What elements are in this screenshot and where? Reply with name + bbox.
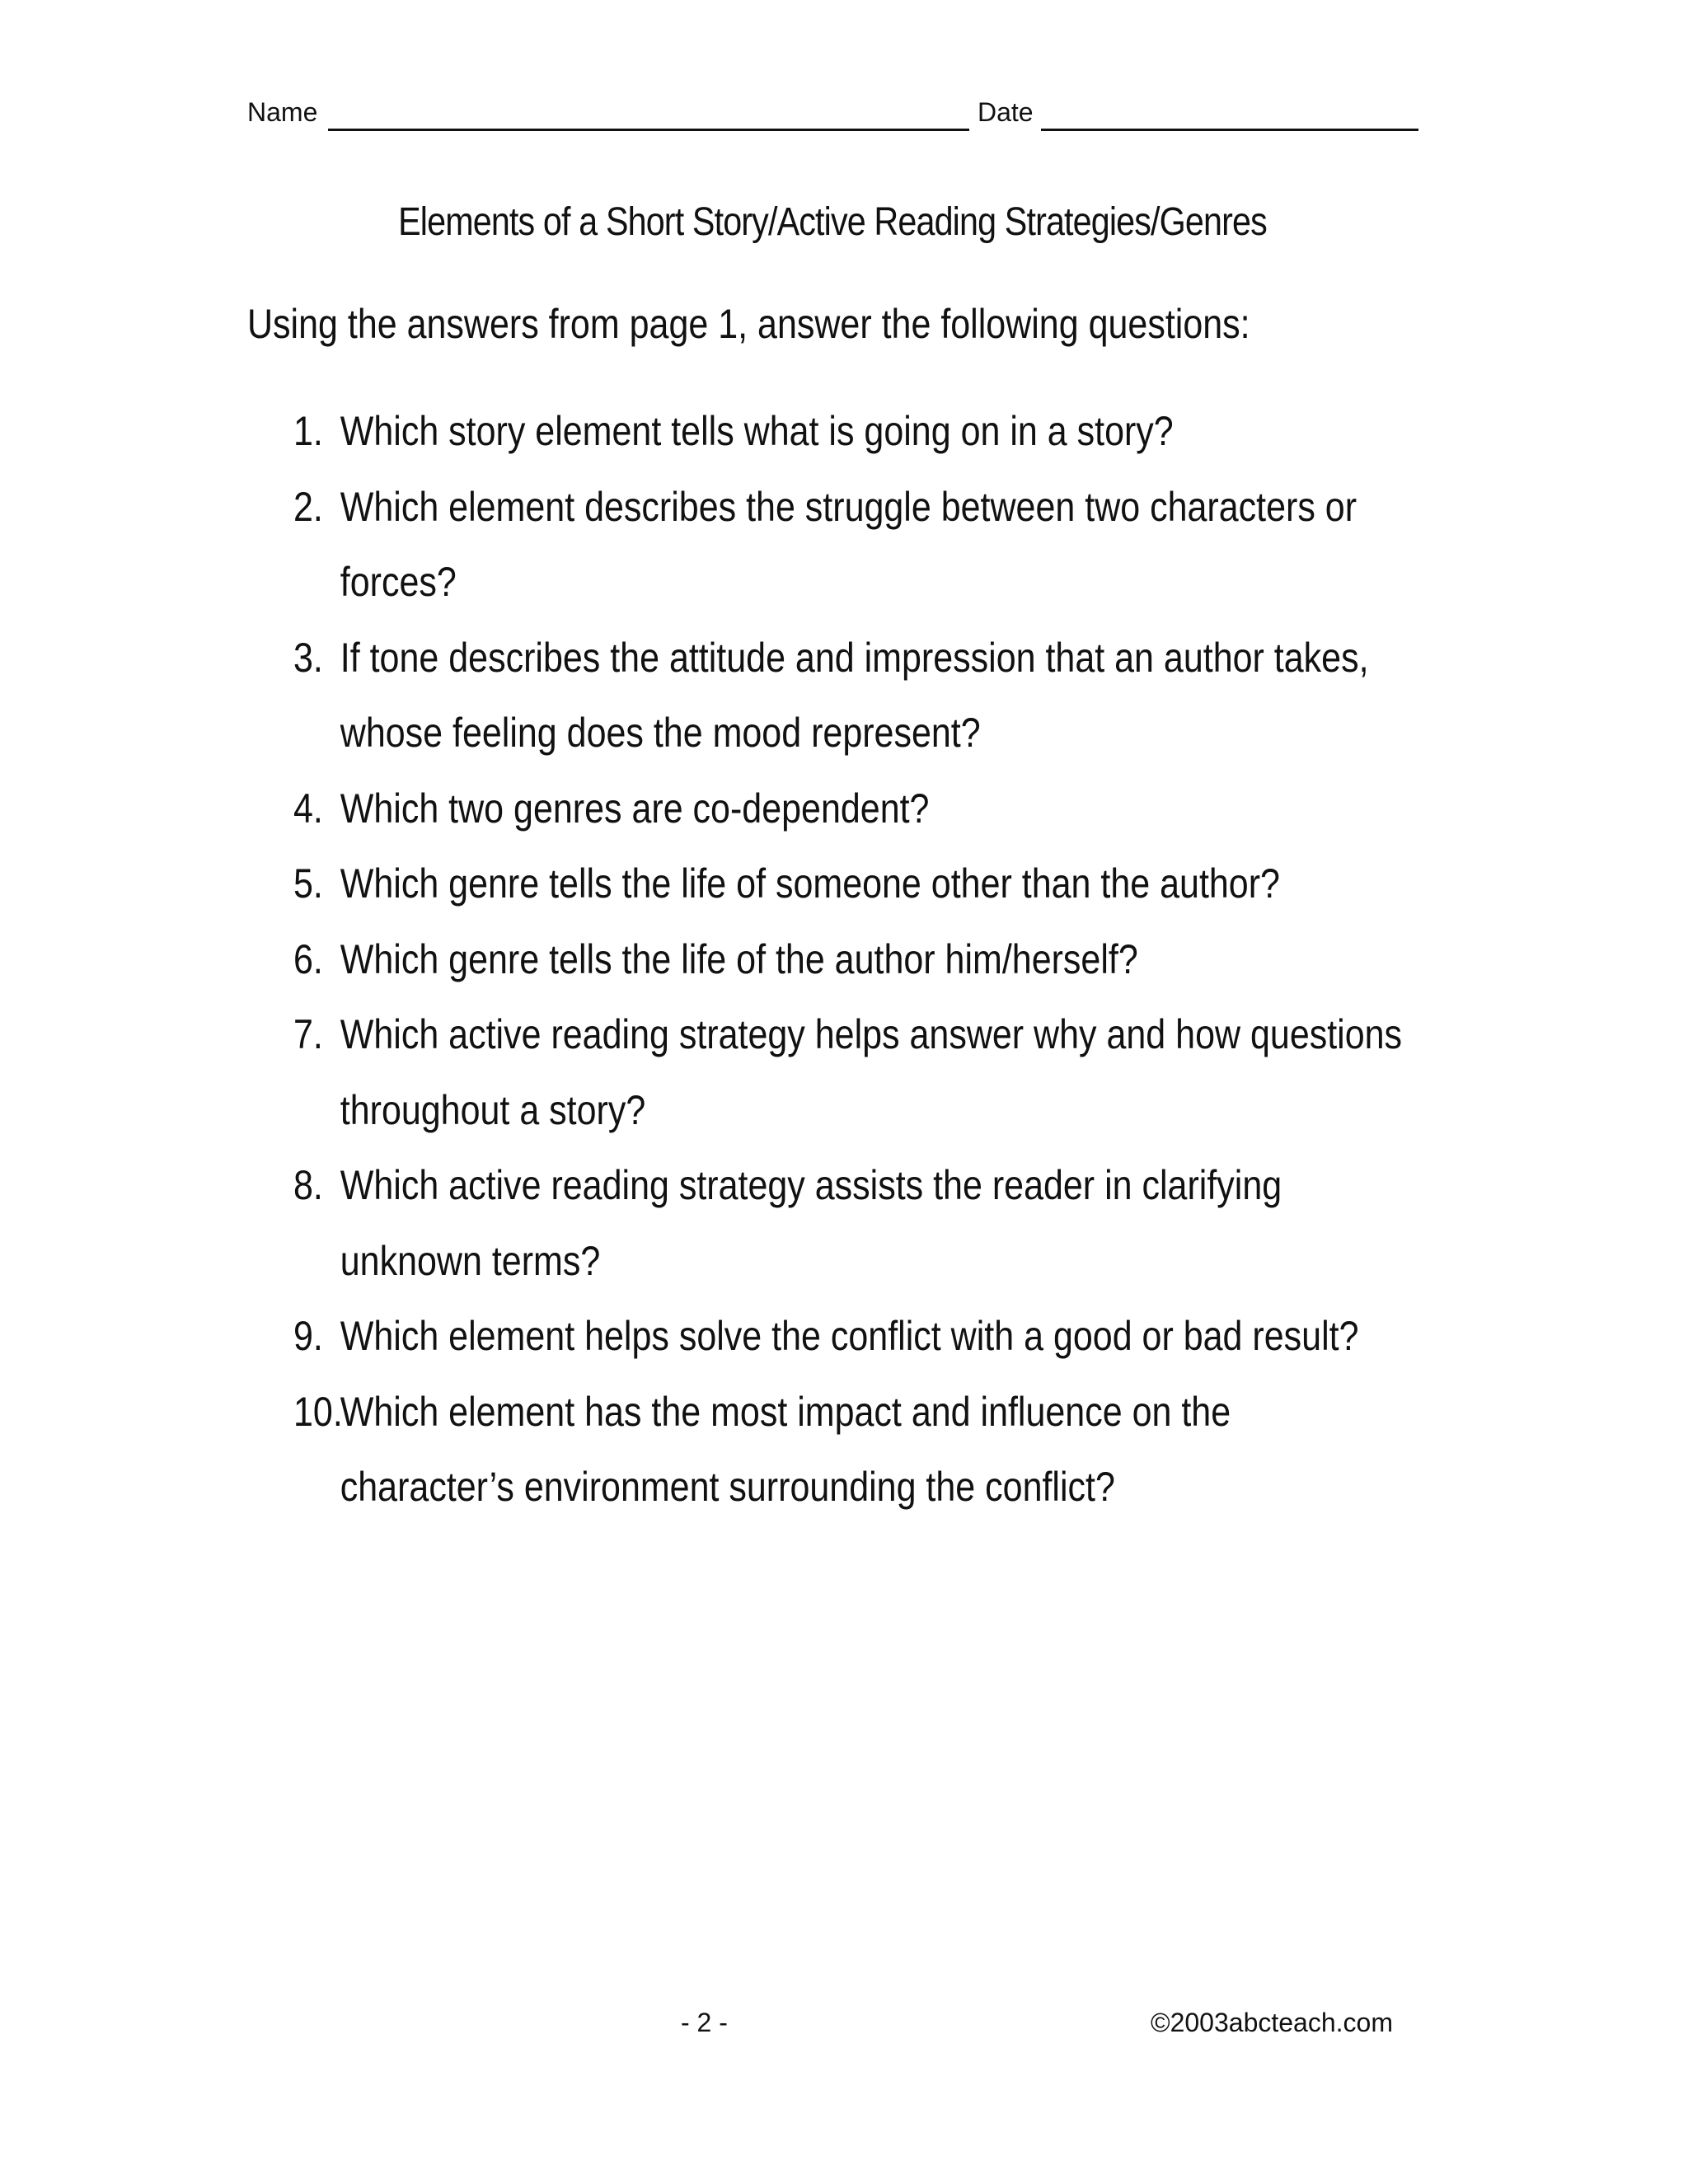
question-text-line: character’s environment surrounding the conflict? xyxy=(340,1464,1115,1510)
question-text-line: Which story element tells what is going on in a story? xyxy=(340,408,1174,454)
question-text-line: unknown terms? xyxy=(340,1237,601,1284)
instructions: Using the answers from page 1, answer the following questions: xyxy=(247,301,1250,347)
question-item xyxy=(293,771,1371,847)
question-text xyxy=(340,394,1371,470)
question-text-line: whose feeling does the mood represent? xyxy=(340,710,981,756)
question-item xyxy=(293,394,1371,470)
question-text xyxy=(340,470,1371,621)
question-text xyxy=(340,922,1371,998)
question-item xyxy=(293,997,1403,1148)
question-number: 5. xyxy=(293,860,323,907)
question-item xyxy=(293,1148,1371,1299)
question-text-line: Which active reading strategy helps answer why and how questions xyxy=(340,1011,1403,1057)
question-text xyxy=(340,1375,1371,1526)
question-item xyxy=(293,621,1371,771)
question-number: 2. xyxy=(293,483,323,530)
question-text xyxy=(340,846,1371,922)
question-text-line: Which active reading strategy assists the reader in clarifying xyxy=(340,1162,1282,1208)
question-text xyxy=(340,621,1371,771)
question-item xyxy=(293,470,1371,621)
question-item xyxy=(293,1299,1371,1375)
worksheet-title: Elements of a Short Story/Active Reading Strategies/Genres xyxy=(398,200,1267,244)
question-text-line: throughout a story? xyxy=(340,1086,646,1133)
date-blank-line xyxy=(1041,129,1418,131)
question-item xyxy=(293,846,1371,922)
question-text xyxy=(340,1299,1371,1375)
question-item xyxy=(293,922,1371,998)
name-label: Name xyxy=(247,97,318,127)
question-text-line: If tone describes the attitude and impression that an author takes, xyxy=(340,634,1369,681)
question-number: 4. xyxy=(293,785,323,832)
question-text xyxy=(340,997,1402,1148)
question-text xyxy=(340,771,1371,847)
question-number: 9. xyxy=(293,1313,323,1359)
question-text-line: Which two genres are co-dependent? xyxy=(340,785,930,832)
question-text-line: Which element describes the struggle between two characters or xyxy=(340,483,1357,530)
question-number: 10. xyxy=(293,1388,343,1435)
question-text-line: forces? xyxy=(340,559,457,605)
question-number: 1. xyxy=(293,408,323,454)
name-blank-line xyxy=(328,129,969,131)
name-date-header xyxy=(247,97,1418,138)
question-item xyxy=(293,1375,1371,1526)
question-text xyxy=(340,1148,1371,1299)
question-number: 8. xyxy=(293,1162,323,1208)
question-text-line: Which genre tells the life of the author him/herself? xyxy=(340,935,1138,982)
question-text-line: Which element has the most impact and influence on the xyxy=(340,1388,1231,1435)
question-text-line: Which element helps solve the conflict with a good or bad result? xyxy=(340,1313,1359,1359)
question-list xyxy=(293,394,1403,1526)
question-text-line: Which genre tells the life of someone other than the author? xyxy=(340,860,1280,907)
question-number: 7. xyxy=(293,1011,323,1057)
copyright-notice: ©2003abcteach.com xyxy=(1151,2008,1393,2037)
question-number: 6. xyxy=(293,935,323,982)
page-number: - 2 - xyxy=(681,2008,728,2037)
question-number: 3. xyxy=(293,634,323,681)
date-label: Date xyxy=(978,97,1034,127)
